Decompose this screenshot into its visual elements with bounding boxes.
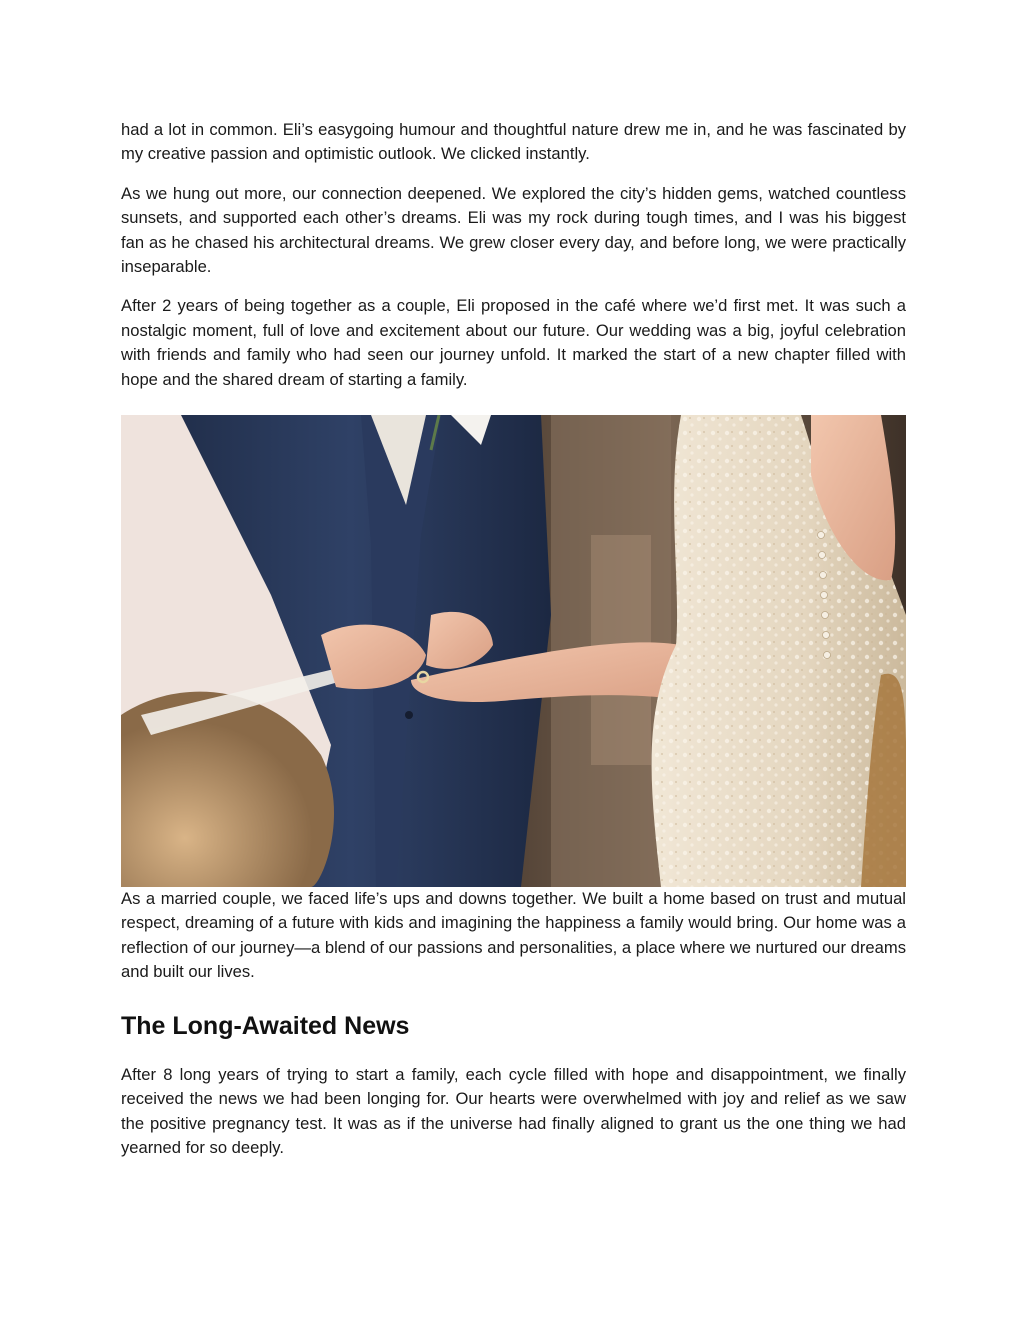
document-page [121,118,906,1175]
section-heading: The Long-Awaited News [121,1011,410,1040]
paragraph-proposal-wedding: After 2 years of being together as a couple, Eli proposed in the café where we’d first met. It was such a nostalgic moment, full of love and excitement about our future. Our wedding was a big, joyful celebration with friends and family who had seen our journey unfold. It marked the start of a new chapter filled with hope and the shared dream of starting a family. [121,296,906,389]
paragraph-common-interests: had a lot in common. Eli’s easygoing humour and thoughtful nature drew me in, and he was fascinated by my creative passion and optimistic outlook. We clicked instantly. [121,120,906,164]
paragraph-long-awaited-news: After 8 long years of trying to start a family, each cycle filled with hope and disappointment, we finally received the news we had been longing for. Our hearts were overwhelmed with joy and relief as we saw the positive pregnancy test. It was as if the universe had finally aligned to grant us the one thing we had yearned for so deeply. [121,1064,906,1157]
paragraph-married-life: As a married couple, we faced life’s ups and downs together. We built a home based on trust and mutual respect, dreaming of a future with kids and imagining the happiness a family would bring. Our home was a reflection of our journey—a blend of our passions and personalities, a place where we nurtured our dreams and built our lives. [121,889,906,982]
paragraph-connection-deepened: As we hung out more, our connection deepened. We explored the city’s hidden gems, watched countless sunsets, and supported each other’s dreams. Eli was my rock during tough times, and I was his biggest fan as he chased his architectural dreams. We grew closer every day, and before long, we were practically inseparable. [121,183,906,277]
wedding-ring-exchange-photo [121,415,906,887]
